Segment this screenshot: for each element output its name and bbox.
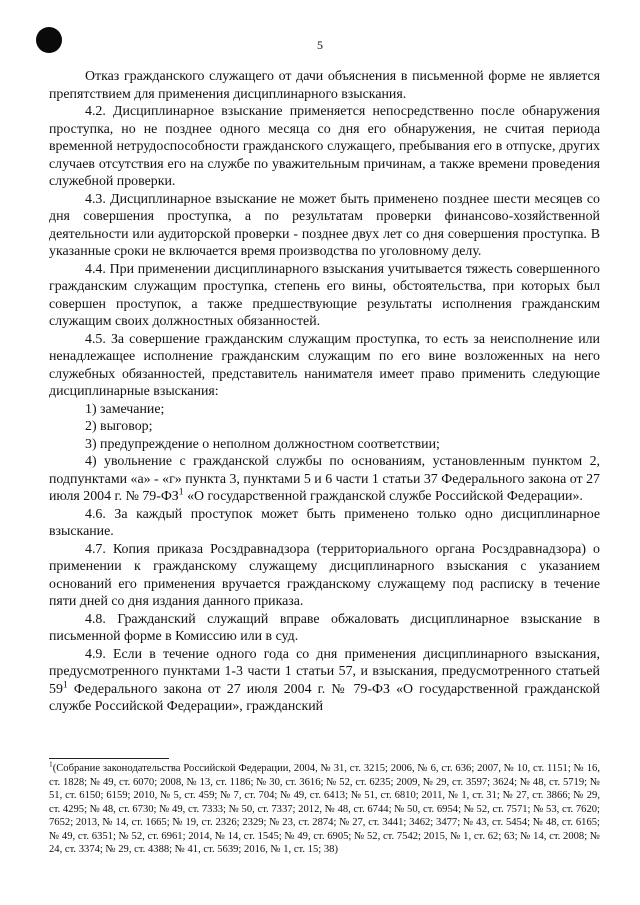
paragraph-refusal: Отказ гражданского служащего от дачи объяснения в письменной форме не является препятствием для применения дисциплинарного взыскания.: [49, 69, 600, 102]
paragraph-4-9-text: 4.9. Если в течение одного года со дня применения дисциплинарного взыскания, предусмотренного пунктами 1-3 части 1 статьи 57, и взыскания, предусмотренного статьей 59: [49, 646, 600, 697]
page-number: 5: [317, 38, 323, 52]
paragraph-4-8: 4.8. Гражданский служащий вправе обжаловать дисциплинарное взыскание в письменной форме в Комиссию или в суд.: [49, 611, 600, 644]
footnote-marker: 1: [49, 759, 53, 769]
paragraph-4-4: 4.4. При применении дисциплинарного взыскания учитывается тяжесть совершенного гражданским служащим проступка, степень его вины, обстоятельства, при которых был совершен проступок, а также предшествующие результаты исполнения гражданским служащим своих должностных обязанностей.: [49, 261, 600, 329]
paragraph-4-9: [49, 646, 600, 716]
paragraph-4-9-text-end: Федерального закона от 27 июля 2004 г. № 79-ФЗ «О государственной гражданской службе Российской Федерации», гражданский: [49, 681, 600, 714]
document-body: [49, 68, 600, 716]
paragraph-4-2: 4.2. Дисциплинарное взыскание применяется непосредственно после обнаружения проступка, но не позднее одного месяца со дня его обнаружения, не считая периода временной нетрудоспособности гражданского служащего, пребывания его в отпуске, других случаев отсутствия его на службе по уважительным причинам, а также времени проведения служебной проверки.: [49, 104, 600, 189]
paragraph-4-3: 4.3. Дисциплинарное взыскание не может быть применено позднее шести месяцев со дня совершения проступка, а по результатам проверки финансово-хозяйственной деятельности или аудиторской проверки - позднее двух лет со дня совершения проступка. В указанные сроки не включается время производства по уголовному делу.: [49, 191, 600, 259]
list-item-dismissal: [49, 453, 600, 506]
list-item-warning: 3) предупреждение о неполном должностном соответствии;: [85, 436, 440, 452]
dismissal-text: 4) увольнение с гражданской службы по основаниям, установленным пунктом 2, подпунктами «а» - «г» пункта 3, пунктами 5 и 6 части 1 статьи 37 Федерального закона от 27 июля 2004 г. № 79-ФЗ: [49, 454, 600, 504]
paragraph-4-6: 4.6. За каждый проступок может быть применено только одно дисциплинарное взыскание.: [49, 506, 600, 539]
footnote: [49, 759, 600, 857]
list-item-reprimand: 1) замечание;: [85, 401, 165, 417]
paragraph-4-5: 4.5. За совершение гражданским служащим проступка, то есть за неисполнение или ненадлежащее исполнение гражданским служащим по его вине возложенных на него служебных обязанностей, представитель нанимателя имеет право применить следующие дисциплинарные взыскания:: [49, 331, 600, 399]
footnote-ref: 1: [178, 486, 184, 498]
dismissal-text-end: «О государственной гражданской службе Российской Федерации».: [183, 489, 583, 504]
footnote-separator: [49, 758, 169, 759]
paragraph-4-7: 4.7. Копия приказа Росздравнадзора (территориального органа Росздравнадзора) о применении к гражданскому служащему дисциплинарного взыскания с указанием оснований его применения вручается гражданскому служащему под расписку в течение пяти дней со дня издания данного приказа.: [49, 541, 600, 609]
footnote-text: (Собрание законодательства Российской Федерации, 2004, № 31, ст. 3215; 2006, № 6, ст. 636; 2007, № 10, ст. 1151; № 16, ст. 1828; № 49, ст. 6070; 2008, № 13, ст. 1186; № 30, ст. 3616; № 52, ст. 6235; 2009, № 29, ст. 3597; 3624; № 48, ст. 5719; № 51, ст. 6150; 6159; 2010, № 5, ст. 459; № 7, ст. 704; № 49, ст. 6413; № 51, ст. 6810; 2011, № 1, ст. 31; № 27, ст. 3866; № 29, ст. 4295; № 48, ст. 6730; № 49, ст. 7333; № 50, ст. 7337; 2012, № 48, ст. 6744; № 50, ст. 6954; № 52, ст. 7571; № 53, ст. 7620; 7652; 2013, № 14, ст. 1665; № 19, ст. 2326; 2329; № 23, ст. 2874; № 27, ст. 3441; 3462; 3477; № 43, ст. 5454; № 48, ст. 6165; № 49, ст. 6351; № 52, ст. 6961; 2014, № 14, ст. 1545; № 49, ст. 6905; № 52, ст. 7542; 2015, № 1, ст. 62; 63; № 14, ст. 2008; № 24, ст. 3374; № 29, ст. 4388; № 41, ст. 5639; 2016, № 1, ст. 15; 38): [49, 763, 600, 855]
list-item-rebuke: 2) выговор;: [85, 419, 153, 434]
article-superscript: 1: [62, 678, 68, 690]
